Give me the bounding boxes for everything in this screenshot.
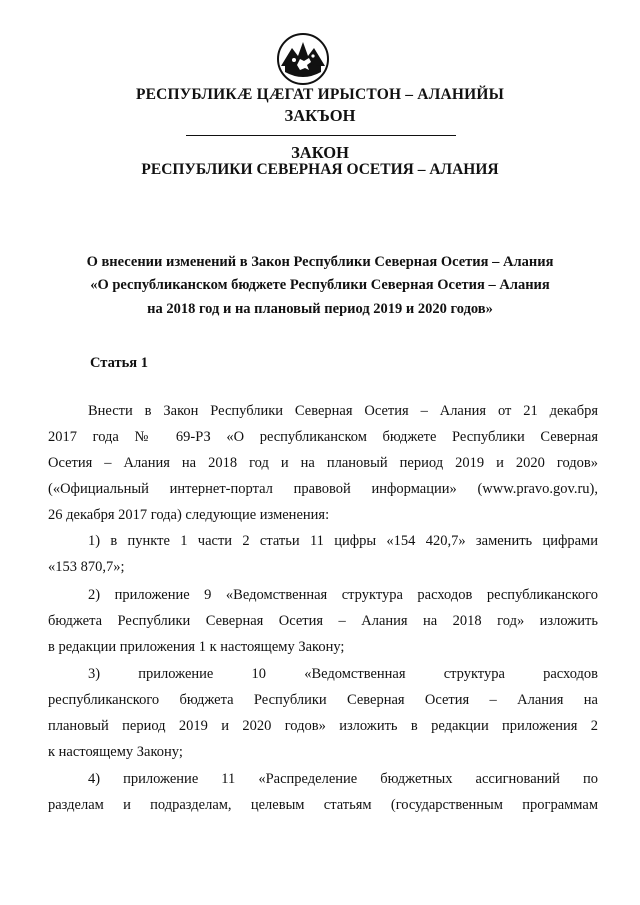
body-line: Внести в Закон Республики Северная Осетия – Алания от 21 декабря — [88, 403, 598, 419]
body-line: «153 870,7»; — [48, 559, 125, 575]
body-line: («Официальный интернет-портал правовой информации» (www.pravo.gov.ru), — [48, 481, 598, 497]
body-line: 26 декабря 2017 года) следующие изменения: — [48, 507, 330, 523]
body-line: Осетия – Алания на 2018 год и на плановый период 2019 и 2020 годов» — [48, 455, 598, 471]
ossetian-republic-heading: РЕСПУБЛИКӔ ЦӔГАТ ИРЫСТОН – АЛАНИЙЫ — [135, 86, 505, 103]
coat-of-arms-emblem-icon — [276, 32, 330, 86]
body-line: плановый период 2019 и 2020 годов» изложить в редакции приложения 2 — [48, 718, 598, 734]
article-heading: Статья 1 — [90, 355, 148, 371]
ossetian-law-heading: ЗАКЪОН — [284, 106, 356, 125]
header-divider — [186, 135, 456, 136]
document-title-line-1: О внесении изменений в Закон Республики Северная Осетия – Алания — [86, 254, 554, 270]
body-line: 4) приложение 11 «Распределение бюджетных ассигнований по — [88, 771, 598, 787]
body-line: разделам и подразделам, целевым статьям (государственным программам — [48, 797, 598, 813]
document-title-line-2: «О республиканском бюджете Республики Северная Осетия – Алания — [90, 277, 550, 293]
body-line: 2) приложение 9 «Ведомственная структура расходов республиканского — [88, 587, 598, 603]
body-line: республиканского бюджета Республики Северная Осетия – Алания на — [48, 692, 598, 708]
body-line: 3) приложение 10 «Ведомственная структура расходов — [88, 666, 598, 682]
body-line: бюджета Республики Северная Осетия – Алания на 2018 год» изложить — [48, 613, 598, 629]
body-line: в редакции приложения 1 к настоящему Закону; — [48, 639, 345, 655]
document-title-line-3: на 2018 год и на плановый период 2019 и 2020 годов» — [147, 301, 493, 317]
body-line: 2017 года № 69-РЗ «О республиканском бюджете Республики Северная — [48, 429, 598, 445]
republic-heading: РЕСПУБЛИКИ СЕВЕРНАЯ ОСЕТИЯ – АЛАНИЯ — [141, 161, 499, 178]
law-heading: ЗАКОН — [291, 143, 349, 162]
body-line: к настоящему Закону; — [48, 744, 183, 760]
body-line: 1) в пункте 1 части 2 статьи 11 цифры «154 420,7» заменить цифрами — [88, 533, 598, 549]
